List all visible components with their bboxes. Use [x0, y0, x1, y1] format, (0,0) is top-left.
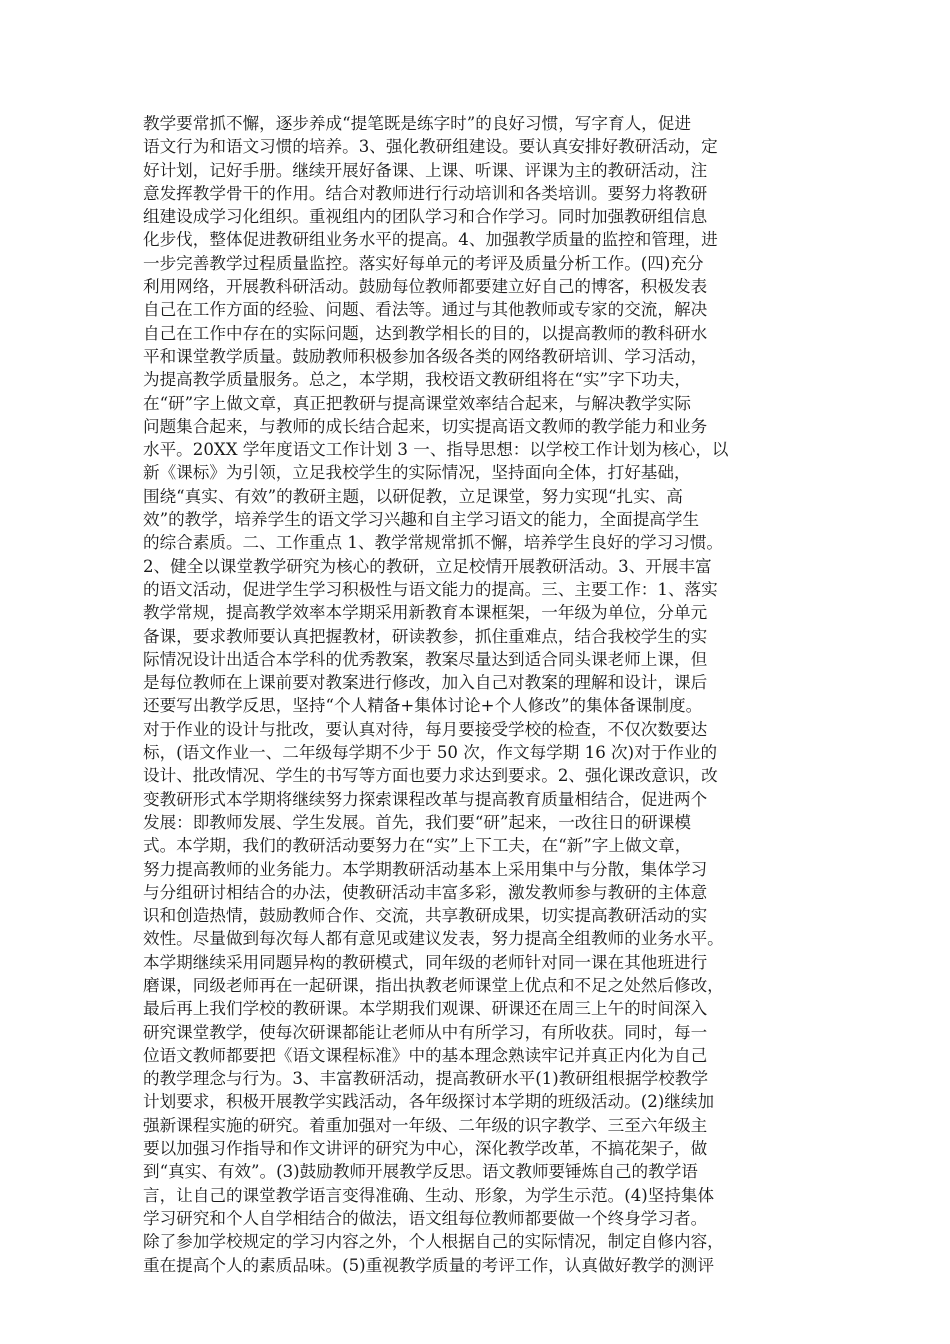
text-line: 2、健全以课堂教学研究为核心的教研，立足校情开展教研活动。3、开展丰富 — [143, 556, 712, 576]
text-line: 新《课标》为引领，立足我校学生的实际情况，坚持面向全体，打好基础， — [143, 463, 691, 483]
text-line: 要以加强习作指导和作文讲评的研究为中心，深化教学改革，不搞花架子，做 — [143, 1139, 708, 1159]
text-line: 标，(语文作业一、二年级每学期不少于 50 次，作文每学期 16 次)对于作业的 — [143, 743, 718, 763]
text-line: 重在提高个人的素质品味。(5)重视教学质量的考评工作，认真做好教学的测评 — [143, 1255, 715, 1275]
text-line: 本学期继续采用同题异构的教研模式，同年级的老师针对同一课在其他班进行 — [143, 952, 708, 972]
text-line: 位语文教师都要把《语文课程标准》中的基本理念熟读牢记并真正内化为自己 — [143, 1045, 708, 1065]
text-line: 言，让自己的课堂教学语言变得准确、生动、形象，为学生示范。(4)坚持集体 — [143, 1185, 715, 1205]
text-line: 除了参加学校规定的学习内容之外，个人根据自己的实际情况，制定自修内容， — [143, 1232, 724, 1252]
text-line: 设计、批改情况、学生的书写等方面也要力求达到要求。2、强化课改意识，改 — [143, 766, 718, 786]
text-line: 识和创造热情，鼓励教师合作、交流，共享教研成果，切实提高教研活动的实 — [143, 906, 708, 926]
text-line: 平和课堂教学质量。鼓励教师积极参加各级各类的网络教研培训、学习活动， — [143, 346, 708, 366]
text-line: 水平。20XX 学年度语文工作计划 3 一、指导思想：以学校工作计划为核心，以 — [143, 440, 729, 460]
text-line: 语文行为和语文习惯的培养。3、强化教研组建设。要认真安排好教研活动，定 — [143, 137, 718, 157]
text-line: 备课，要求教师要认真把握教材，研读教参，抓住重难点，结合我校学生的实 — [143, 626, 708, 646]
text-line: 际情况设计出适合本学科的优秀教案，教案尽量达到适合同头课老师上课，但 — [143, 649, 708, 669]
text-line: 的教学理念与行为。3、丰富教研活动，提高教研水平(1)教研组根据学校教学 — [143, 1069, 709, 1089]
text-line: 对于作业的设计与批改，要认真对待，每月要接受学校的检查，不仅次数要达 — [143, 719, 708, 739]
text-line: 问题集合起来，与教师的成长结合起来，切实提高语文教师的教学能力和业务 — [143, 416, 708, 436]
text-line: 自己在工作方面的经验、问题、看法等。通过与其他教师或专家的交流，解决 — [143, 300, 708, 320]
text-line: 化步伐，整体促进教研组业务水平的提高。4、加强教学质量的监控和管理，进 — [143, 230, 718, 250]
text-line: 教学常规，提高教学效率本学期采用新教育本课框架，一年级为单位，分单元 — [143, 603, 708, 623]
text-line: 意发挥教学骨干的作用。结合对教师进行行动培训和各类培训。要努力将教研 — [143, 183, 708, 203]
text-line: 在“研”字上做文章，真正把教研与提高课堂效率结合起来，与解决教学实际 — [143, 393, 691, 413]
text-line: 好计划，记好手册。继续开展好备课、上课、听课、评课为主的教研活动，注 — [143, 160, 708, 180]
text-line: 的综合素质。二、工作重点 1、教学常规常抓不懈，培养学生良好的学习习惯。 — [143, 533, 724, 553]
text-line: 教学要常抓不懈，逐步养成“提笔既是练字时”的良好习惯，写字育人，促进 — [143, 114, 691, 133]
text-line: 努力提高教师的业务能力。本学期教研活动基本上采用集中与分散，集体学习 — [143, 859, 708, 879]
text-line: 是每位教师在上课前要对教案进行修改，加入自己对教案的理解和设计，课后 — [143, 673, 708, 693]
text-line: 磨课，同级老师再在一起研课，指出执教老师课堂上优点和不足之处然后修改， — [143, 975, 724, 995]
text-line: 最后再上我们学校的教研课。本学期我们观课、研课还在周三上午的时间深入 — [143, 999, 708, 1019]
text-line: 自己在工作中存在的实际问题，达到教学相长的目的，以提高教师的教科研水 — [143, 323, 708, 343]
text-line: 为提高教学质量服务。总之，本学期，我校语文教研组将在“实”字下功夫， — [143, 370, 691, 390]
text-line: 式。本学期，我们的教研活动要努力在“实”上下工夫，在“新”字上做文章， — [143, 836, 692, 856]
text-line: 效”的教学，培养学生的语文学习兴趣和自主学习语文的能力，全面提高学生 — [143, 510, 700, 530]
text-line: 的语文活动，促进学生学习积极性与语文能力的提高。三、主要工作：1、落实 — [143, 579, 718, 599]
text-line: 利用网络，开展教科研活动。鼓励每位教师都要建立好自己的博客，积极发表 — [143, 277, 708, 297]
text-line: 计划要求，积极开展教学实践活动，各年级探讨本学期的班级活动。(2)继续加 — [143, 1092, 715, 1112]
text-line: 一步完善教学过程质量监控。落实好每单元的考评及质量分析工作。(四)充分 — [143, 253, 704, 273]
text-line: 学习研究和个人自学相结合的做法，语文组每位教师都要做一个终身学习者。 — [143, 1208, 708, 1228]
text-line: 变教研形式本学期将继续努力探索课程改革与提高教育质量相结合，促进两个 — [143, 789, 708, 809]
text-line: 到“真实、有效”。(3)鼓励教师开展教学反思。语文教师要锤炼自己的教学语 — [143, 1162, 698, 1182]
text-line: 还要写出教学反思，坚持“个人精备+集体讨论+个人修改”的集体备课制度。 — [143, 696, 703, 716]
text-line: 与分组研讨相结合的办法，使教研活动丰富多彩，激发教师参与教研的主体意 — [143, 882, 708, 902]
text-line: 发展：即教师发展、学生发展。首先，我们要“研”起来，一改往日的研课模 — [143, 812, 691, 832]
text-line: 研究课堂教学，使每次研课都能让老师从中有所学习，有所收获。同时，每一 — [143, 1022, 708, 1042]
text-line: 强新课程实施的研究。着重加强对一年级、二年级的识字教学、三至六年级主 — [143, 1115, 708, 1135]
text-line: 效性。尽量做到每次每人都有意见或建议发表，努力提高全组教师的业务水平。 — [143, 929, 724, 949]
text-line: 组建设成学习化组织。重视组内的团队学习和合作学习。同时加强教研组信息 — [143, 207, 708, 227]
text-line: 围绕“真实、有效”的教研主题，以研促教，立足课堂，努力实现“扎实、高 — [143, 486, 683, 506]
body-paragraph — [143, 112, 809, 1277]
